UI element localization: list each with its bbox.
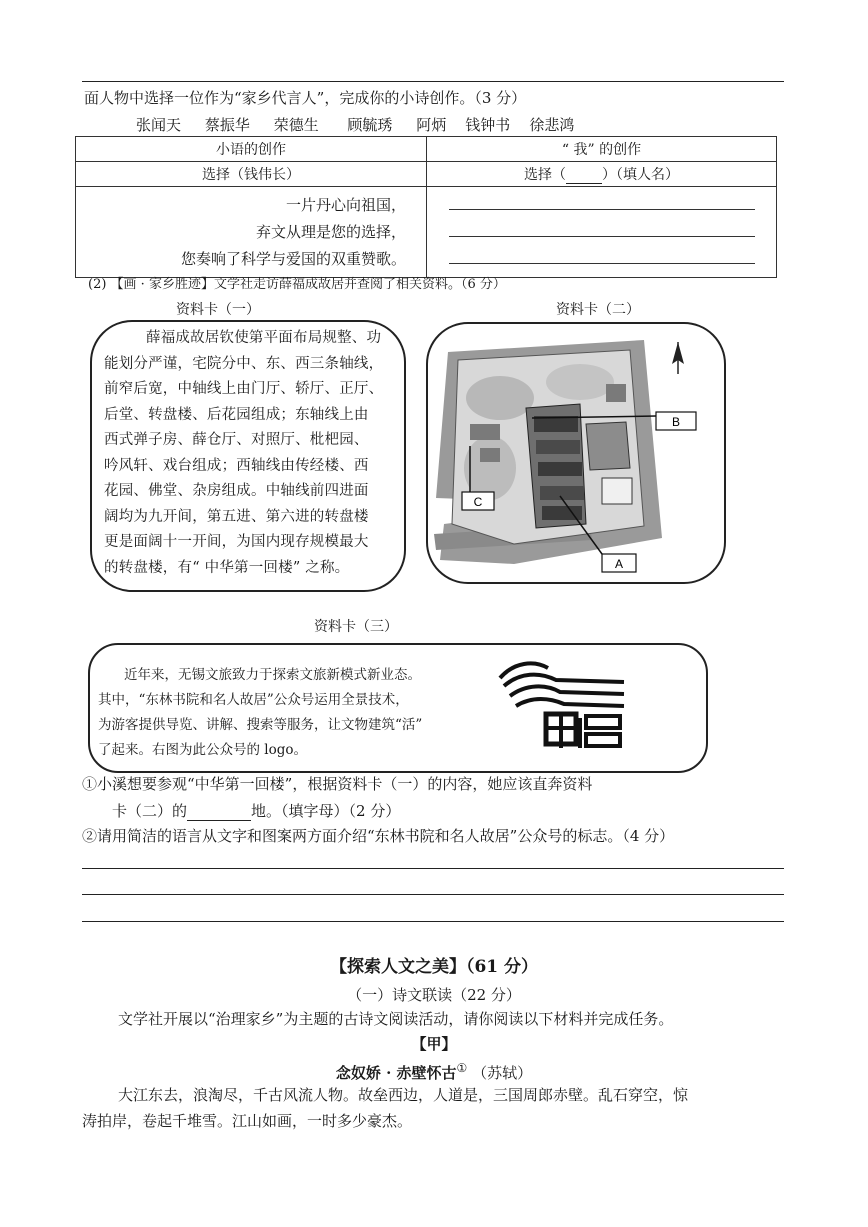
answer-line[interactable] [82, 921, 784, 922]
map-building [536, 440, 580, 454]
answer-line[interactable] [449, 209, 755, 210]
name-blank[interactable] [566, 169, 602, 184]
explore-heading: 【探索人文之美】（61 分） [329, 957, 539, 977]
card1-line: 更是面阔十一开间，为国内现存规模最大 [104, 534, 369, 550]
poem-text-line: 大江东去，浪淘尽，千古风流人物。故垒西边，人道是，三国周郎赤壁。乱石穿空，惊 [118, 1086, 689, 1104]
letter-blank[interactable] [187, 804, 251, 821]
map-east-axis [586, 422, 630, 470]
top-rule [82, 81, 784, 82]
poem-line: 弃文从理是您的选择， [255, 222, 406, 241]
card3-title: 资料卡（三） [314, 619, 398, 635]
question-1: ①小溪想要参观“中华第一回楼”，根据资料卡（一）的内容，她应该直奔资料 [82, 775, 593, 793]
explore-intro: 文学社开展以“治理家乡”为主题的古诗文阅读活动，请你阅读以下材料并完成任务。 [118, 1010, 674, 1028]
question-2: ②请用简洁的语言从文字和图案两方面介绍“东林书院和名人故居”公众号的标志。（4 分） [82, 827, 675, 845]
residence-map [430, 328, 720, 578]
card3-line: 其中，“东林书院和名人故居”公众号运用全景技术， [98, 692, 409, 708]
card1-line: 阔均为九开间，第五进、第六进的转盘楼 [104, 508, 369, 525]
card3-text [98, 663, 422, 763]
answer-line[interactable] [82, 868, 784, 869]
map-court [602, 478, 632, 504]
question-1-line2: 卡（二）的 地。（填字母）（2 分） [112, 802, 401, 820]
name-item: 张闻天 [136, 116, 182, 134]
map-garden [464, 436, 516, 500]
names-row [136, 115, 574, 135]
poem-title: 念奴娇 · 赤壁怀古 [335, 1064, 457, 1082]
explore-sub: （一）诗文联读（22 分） [347, 986, 521, 1004]
card2-title: 资料卡（二） [556, 302, 640, 318]
name-item: 钱钟书 [465, 116, 511, 134]
answer-cell[interactable] [427, 187, 777, 278]
answer-line[interactable] [449, 263, 755, 264]
map-building [470, 424, 500, 440]
poem-text-line: 涛拍岸，卷起千堆雪。江山如画，一时多少豪杰。 [82, 1112, 413, 1130]
card1-line: 薛福成故居钦使第平面布局规整、功 [146, 330, 382, 346]
card1-text [104, 326, 383, 581]
map-building [538, 462, 582, 476]
answer-line[interactable] [82, 894, 784, 895]
label-b: B [671, 415, 681, 429]
label-a: A [614, 557, 624, 571]
name-item: 荣德生 [273, 116, 319, 134]
card1-line: 花园、佛堂、杂房组成。中轴线前四进面 [104, 483, 369, 499]
header-right: “ 我” 的创作 [427, 137, 777, 162]
card1-title: 资料卡（一） [176, 302, 260, 318]
card1-line: 的转盘楼，有“ 中华第一回楼” 之称。 [104, 559, 350, 576]
name-item: 顾毓琇 [347, 116, 393, 134]
poem-line: 一片丹心向祖国， [285, 195, 406, 214]
jia-label: 【甲】 [411, 1035, 457, 1053]
note-mark: ① [456, 1061, 468, 1075]
name-item: 徐悲鸿 [529, 116, 575, 134]
task-intro: 面人物中选择一位作为“家乡代言人”，完成你的小诗创作。（3 分） [84, 89, 527, 107]
name-item: 阿炳 [416, 116, 447, 134]
card3-line: 近年来，无锡文旅致力于探索文旅新模式新业态。 [124, 667, 421, 683]
card1-line: 西式弹子房、薛仓厅、对照厅、枇杷园、 [104, 432, 369, 448]
label-c: C [473, 495, 483, 509]
name-item: 蔡振华 [204, 116, 250, 134]
map-building [606, 384, 626, 402]
card3-line: 了起来。右图为此公众号的 logo。 [98, 742, 308, 758]
poem-table [75, 136, 777, 278]
poem-line: 您奏响了科学与爱国的双重赞歌。 [180, 249, 406, 268]
poem-author: （苏轼） [472, 1064, 533, 1082]
map-garden [546, 364, 614, 400]
poem-cell [76, 187, 427, 278]
select-left: 选择（钱伟长） [76, 162, 427, 187]
select-right: 选择（ ）（填人名） [427, 162, 777, 187]
card1-line: 吟风轩、戏台组成；西轴线由传经楼、西 [104, 457, 369, 474]
poem-title-row [0, 1058, 868, 1083]
card3-line: 为游客提供导览、讲解、搜索等服务，让文物建筑“活” [98, 717, 423, 733]
card1-line: 后堂、转盘楼、后花园组成；东轴线上由 [104, 406, 369, 423]
card1-line: 前窄后宽，中轴线上由门厅、轿厅、正厅、 [104, 381, 384, 397]
donglin-logo-icon [494, 656, 634, 752]
answer-line[interactable] [449, 236, 755, 237]
header-left: 小语的创作 [76, 137, 427, 162]
card1-line: 能划分严谨，宅院分中、东、西三条轴线， [104, 355, 384, 372]
map-building [480, 448, 500, 462]
section2-heading: (2) 【画 · 家乡胜迹】文学社走访薛福成故居并查阅了相关资料。（6 分） [88, 277, 506, 292]
map-garden [466, 376, 534, 420]
